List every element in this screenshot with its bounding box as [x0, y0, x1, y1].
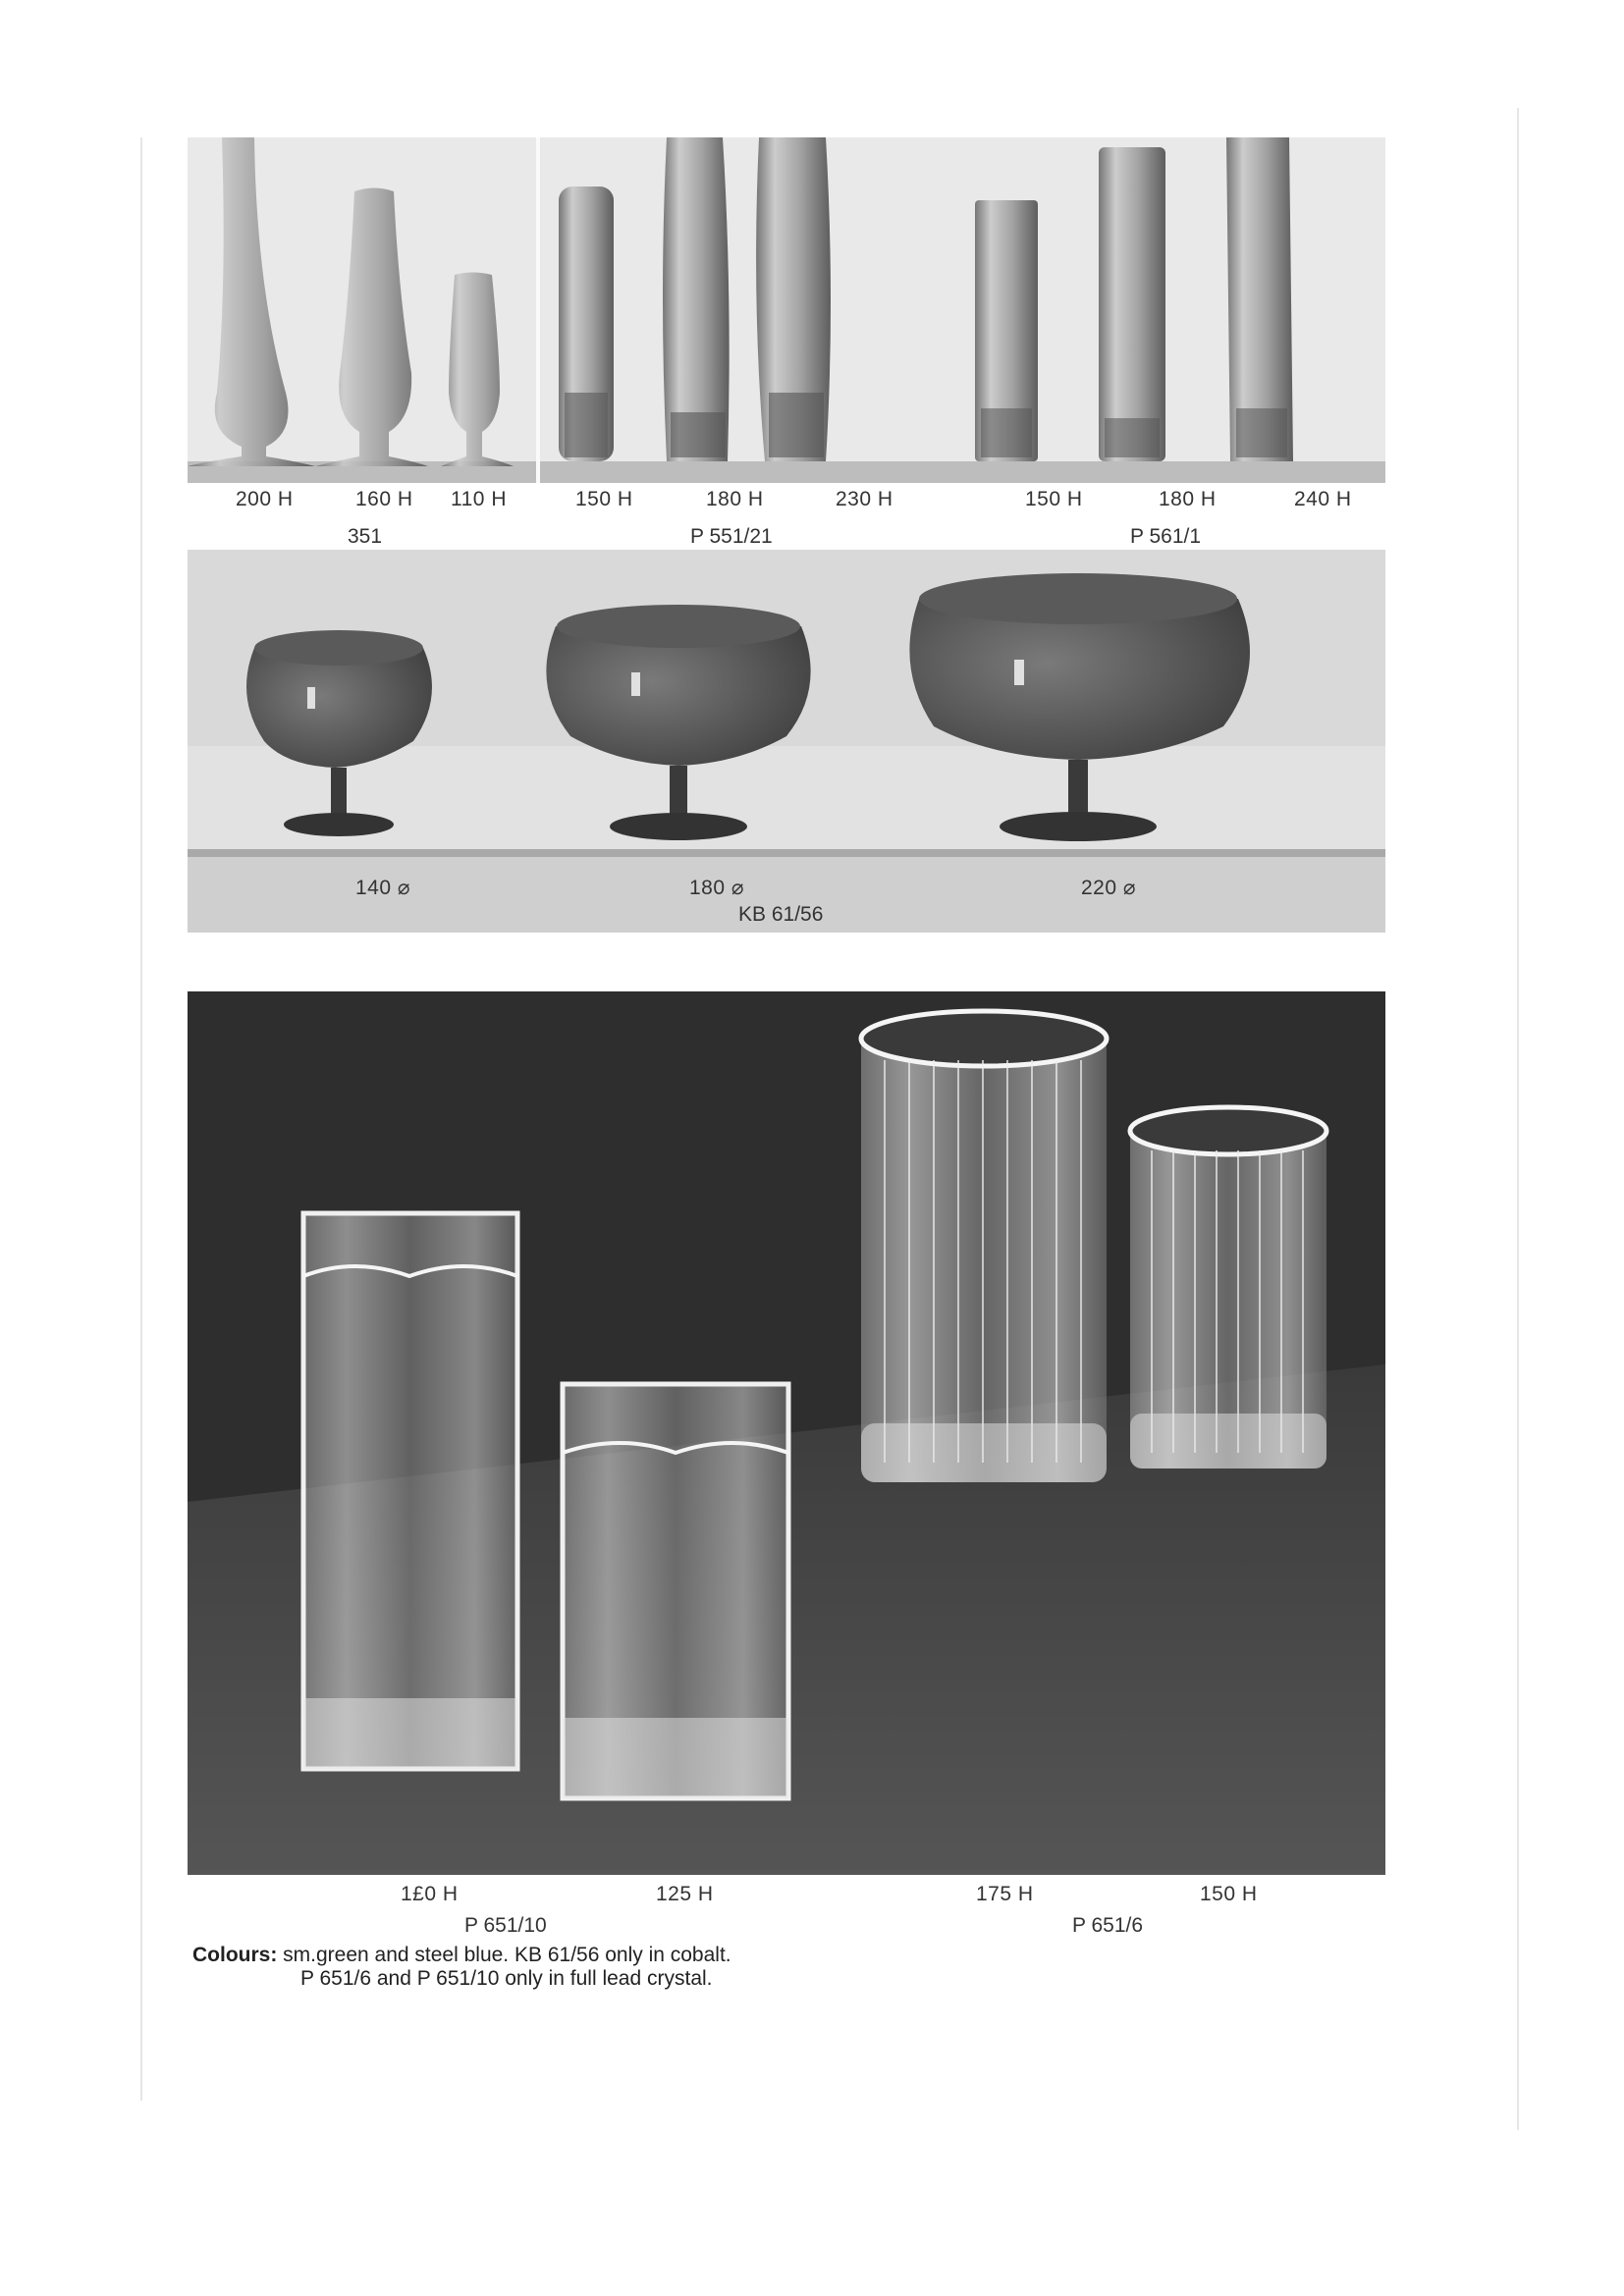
vase-561-medium [1099, 147, 1165, 461]
fluted-vase-tall [861, 1011, 1107, 1482]
colours-line-2: P 651/6 and P 651/10 only in full lead crystal. [300, 1967, 713, 1990]
height-label: 125 H [656, 1883, 714, 1905]
height-label: 200 H [236, 488, 294, 510]
vases-photo [188, 137, 1385, 483]
height-label: 240 H [1294, 488, 1352, 510]
model-code: P 561/1 [1130, 525, 1202, 548]
square-vase-short [563, 1384, 788, 1798]
height-label: 175 H [976, 1883, 1034, 1905]
colours-note [192, 1944, 731, 1991]
model-code: 351 [348, 525, 383, 548]
model-code: KB 61/56 [738, 903, 824, 926]
height-label: 110 H [451, 488, 507, 510]
vase-551-medium [663, 137, 730, 461]
scan-edge-left [140, 137, 142, 2101]
vase-551-large [756, 137, 831, 461]
height-label: 150 H [1025, 488, 1083, 510]
model-code: P 551/21 [690, 525, 773, 548]
vase-561-large [1226, 137, 1293, 461]
colours-label: Colours: [192, 1944, 278, 1966]
height-label: 160 H [355, 488, 413, 510]
diameter-label: 140 ⌀ [355, 877, 411, 899]
vase-551-small [559, 187, 614, 461]
height-label: 180 H [706, 488, 764, 510]
height-label: 180 H [1159, 488, 1217, 510]
square-vase-tall [303, 1213, 517, 1769]
vase-561-small [975, 200, 1038, 461]
height-label: 230 H [836, 488, 893, 510]
vases-illustration [188, 137, 1385, 483]
model-code: P 651/6 [1072, 1914, 1144, 1937]
diameter-label: 180 ⌀ [689, 877, 745, 899]
colours-line-1: sm.green and steel blue. KB 61/56 only in cobalt. [283, 1944, 731, 1966]
diameter-label: 220 ⌀ [1081, 877, 1137, 899]
scan-edge-right [1517, 108, 1519, 2130]
model-code: P 651/10 [464, 1914, 547, 1937]
crystal-vases-photo [188, 991, 1385, 1875]
height-label: 1£0 H [401, 1883, 459, 1905]
fluted-vase-short [1130, 1107, 1326, 1468]
crystal-vases-illustration [188, 991, 1385, 1875]
height-label: 150 H [575, 488, 633, 510]
height-label: 150 H [1200, 1883, 1258, 1905]
